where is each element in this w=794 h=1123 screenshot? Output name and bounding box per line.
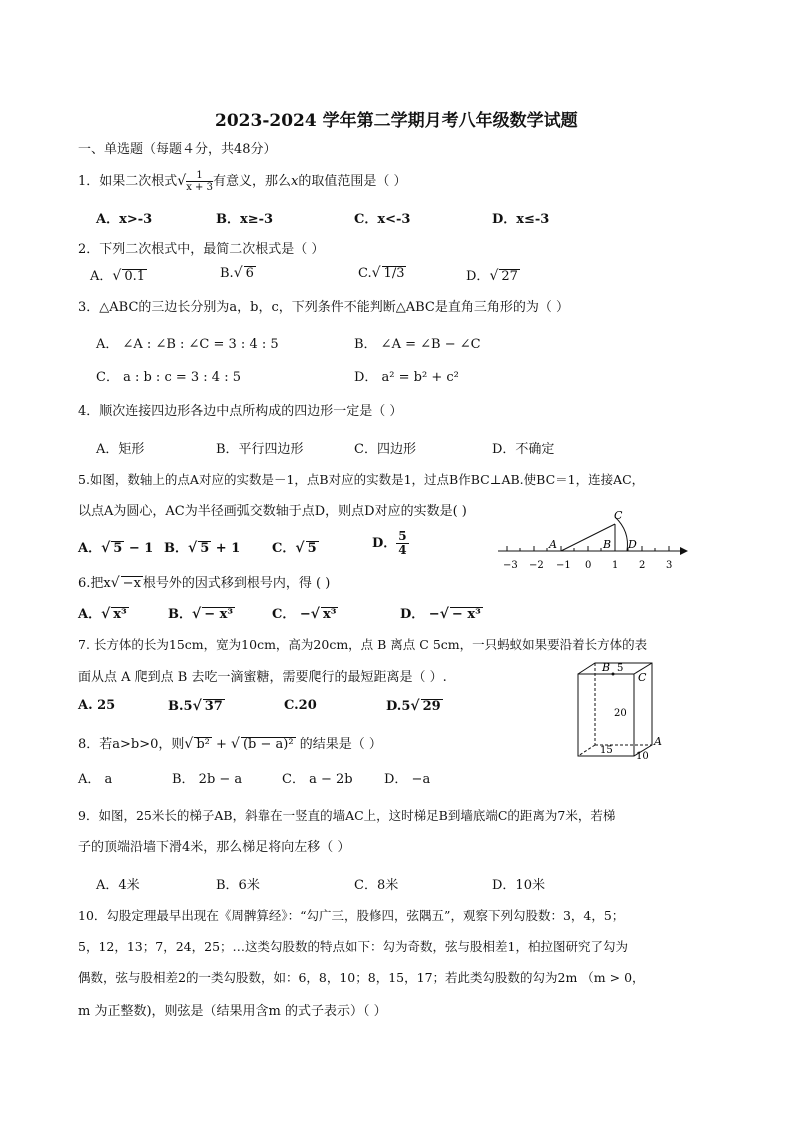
option-a[interactable]: A．4米 [96, 878, 140, 893]
option-a[interactable]: A． ∠A : ∠B : ∠C = 3 : 4 : 5 [96, 337, 279, 352]
question-9-line1: 9．如图，25米长的梯子AB，斜靠在一竖直的墙AC上，这时梯足B到墙底端C的距离为7米，若梯 [78, 808, 616, 823]
option-d[interactable]: D． a² = b² + c² [354, 370, 459, 385]
tick-label: 3 [666, 560, 673, 571]
option-c[interactable]: C． −√ x³ [272, 606, 337, 622]
cuboid-figure [570, 658, 670, 764]
label-10: 10 [636, 751, 649, 762]
option-a[interactable]: A．√ 5 − 1 [78, 540, 154, 556]
option-b[interactable]: B．平行四边形 [216, 442, 304, 457]
option-a[interactable]: A．√ 0.1 [90, 268, 145, 284]
option-b[interactable]: B．6米 [216, 878, 260, 893]
question-8-stem: 8．若a>b>0，则√ b² + √ (b − a)² 的结果是（ ） [78, 736, 382, 752]
label-a: A [654, 735, 662, 748]
label-20: 20 [614, 708, 627, 719]
question-4-stem: 4．顺次连接四边形各边中点所构成的四边形一定是（ ） [78, 404, 403, 419]
option-b[interactable]: B.5√ 37 [168, 698, 223, 714]
tick-label: −1 [556, 560, 571, 571]
number-line-figure [490, 505, 700, 575]
question-10-line2: 5，12，13；7，24，25；…这类勾股数的特点如下：勾为奇数，弦与股相差1，柏拉图研究了勾为 [78, 939, 628, 954]
question-10-line3: 偶数，弦与股相差2的一类勾股数，如：6，8，10；8，15，17；若此类勾股数的勾为2m （m > 0， [78, 970, 645, 985]
option-b[interactable]: B.√ 6 [220, 265, 254, 281]
radical-fraction: $\frac{1}{x + 3}$ [186, 170, 213, 193]
option-b[interactable]: B．√ − x³ [168, 606, 234, 622]
tick-label: 1 [612, 560, 619, 571]
option-d[interactable]: D．10米 [492, 878, 545, 893]
option-c[interactable]: C．√ 5 [272, 540, 317, 556]
option-a[interactable]: A．x>-3 [96, 212, 153, 227]
arc [615, 517, 628, 551]
option-d[interactable]: D．不确定 [492, 442, 555, 457]
question-5-line2: 以点A为圆心，AC为半径画弧交数轴于点D，则点D对应的实数是( ) [78, 504, 467, 519]
label-c: C [638, 671, 647, 684]
option-c[interactable]: C.√ 1/3 [358, 265, 405, 281]
page-title: 2023-2024 学年第二学期月考八年级数学试题 [215, 111, 578, 131]
option-c[interactable]: C．四边形 [354, 442, 416, 457]
tick-label: −2 [529, 560, 544, 571]
option-c[interactable]: C．8米 [354, 878, 399, 893]
option-d[interactable]: D． −√ − x³ [400, 606, 481, 622]
question-1-stem: 1．如果二次根式√ $\frac{1}{x + 3}$ 有意义，那么x的取值范围是（ ） [78, 170, 407, 193]
option-b[interactable]: B．x≥-3 [216, 212, 274, 227]
question-5-line1: 5.如图，数轴上的点A对应的实数是－1，点B对应的实数是1，过点B作BC⊥AB.使BC＝1，连接AC， [78, 472, 645, 487]
option-d[interactable]: D． $\frac{5}{4}$ [372, 529, 407, 557]
point-b [612, 673, 615, 676]
question-10-line1: 10．勾股定理最早出现在《周髀算经》：“勾广三，股修四，弦隅五”，观察下列勾股数：3，4，5； [78, 908, 625, 923]
option-d[interactable]: D．x≤-3 [492, 212, 550, 227]
point-label-d: D [628, 538, 637, 551]
section-heading: 一、单选题（每题４分，共48分） [78, 142, 277, 157]
option-a[interactable]: A．√ x³ [78, 606, 127, 622]
option-d[interactable]: D． −a [384, 772, 431, 787]
question-6-stem: 6.把x√ −x 根号外的因式移到根号内，得 ( ) [78, 575, 331, 591]
option-a[interactable]: A．矩形 [96, 442, 145, 457]
option-a[interactable]: A． a [78, 772, 113, 787]
question-7-line2: 面从点 A 爬到点 B 去吃一滴蜜糖，需要爬行的最短距离是（ ）. [78, 670, 447, 685]
option-d[interactable]: D.5√ 29 [386, 698, 441, 714]
tick-label: −3 [503, 560, 518, 571]
option-c[interactable]: C． a : b : c = 3 : 4 : 5 [96, 370, 241, 385]
label-b: B [602, 661, 611, 674]
label-15: 15 [600, 745, 613, 756]
point-label-b: B [603, 538, 612, 551]
option-d[interactable]: D．√ 27 [466, 268, 518, 284]
tick-label: 2 [639, 560, 646, 571]
option-c[interactable]: C． a − 2b [282, 772, 353, 787]
option-b[interactable]: B． ∠A = ∠B − ∠C [354, 337, 481, 352]
axis-ticks [507, 546, 669, 551]
question-9-line2: 子的顶端沿墙下滑4米，那么梯足将向左移（ ） [78, 840, 351, 855]
label-5: 5 [617, 663, 624, 674]
arrow-icon [680, 547, 688, 555]
option-c[interactable]: C．x<-3 [354, 212, 411, 227]
option-a[interactable]: A. 25 [78, 698, 116, 713]
option-b[interactable]: B．√ 5 + 1 [164, 540, 241, 556]
question-3-stem: 3．△ABC的三边长分别为a，b，c，下列条件不能判断△ABC是直角三角形的为（ ） [78, 300, 570, 315]
option-b[interactable]: B． 2b − a [172, 772, 243, 787]
point-label-c: C [614, 509, 623, 522]
option-c[interactable]: C.20 [284, 698, 317, 713]
question-7-line1: 7. 长方体的长为15cm，宽为10cm，高为20cm，点 B 离点 C 5cm，一只蚂蚁如果要沿着长方体的表 [78, 637, 648, 652]
question-10-line4: m 为正整数)，则弦是（结果用含m 的式子表示）（ ） [78, 1004, 387, 1019]
tick-label: 0 [585, 560, 592, 571]
point-label-a: A [549, 538, 557, 551]
question-2-stem: 2．下列二次根式中，最简二次根式是（ ） [78, 242, 325, 257]
